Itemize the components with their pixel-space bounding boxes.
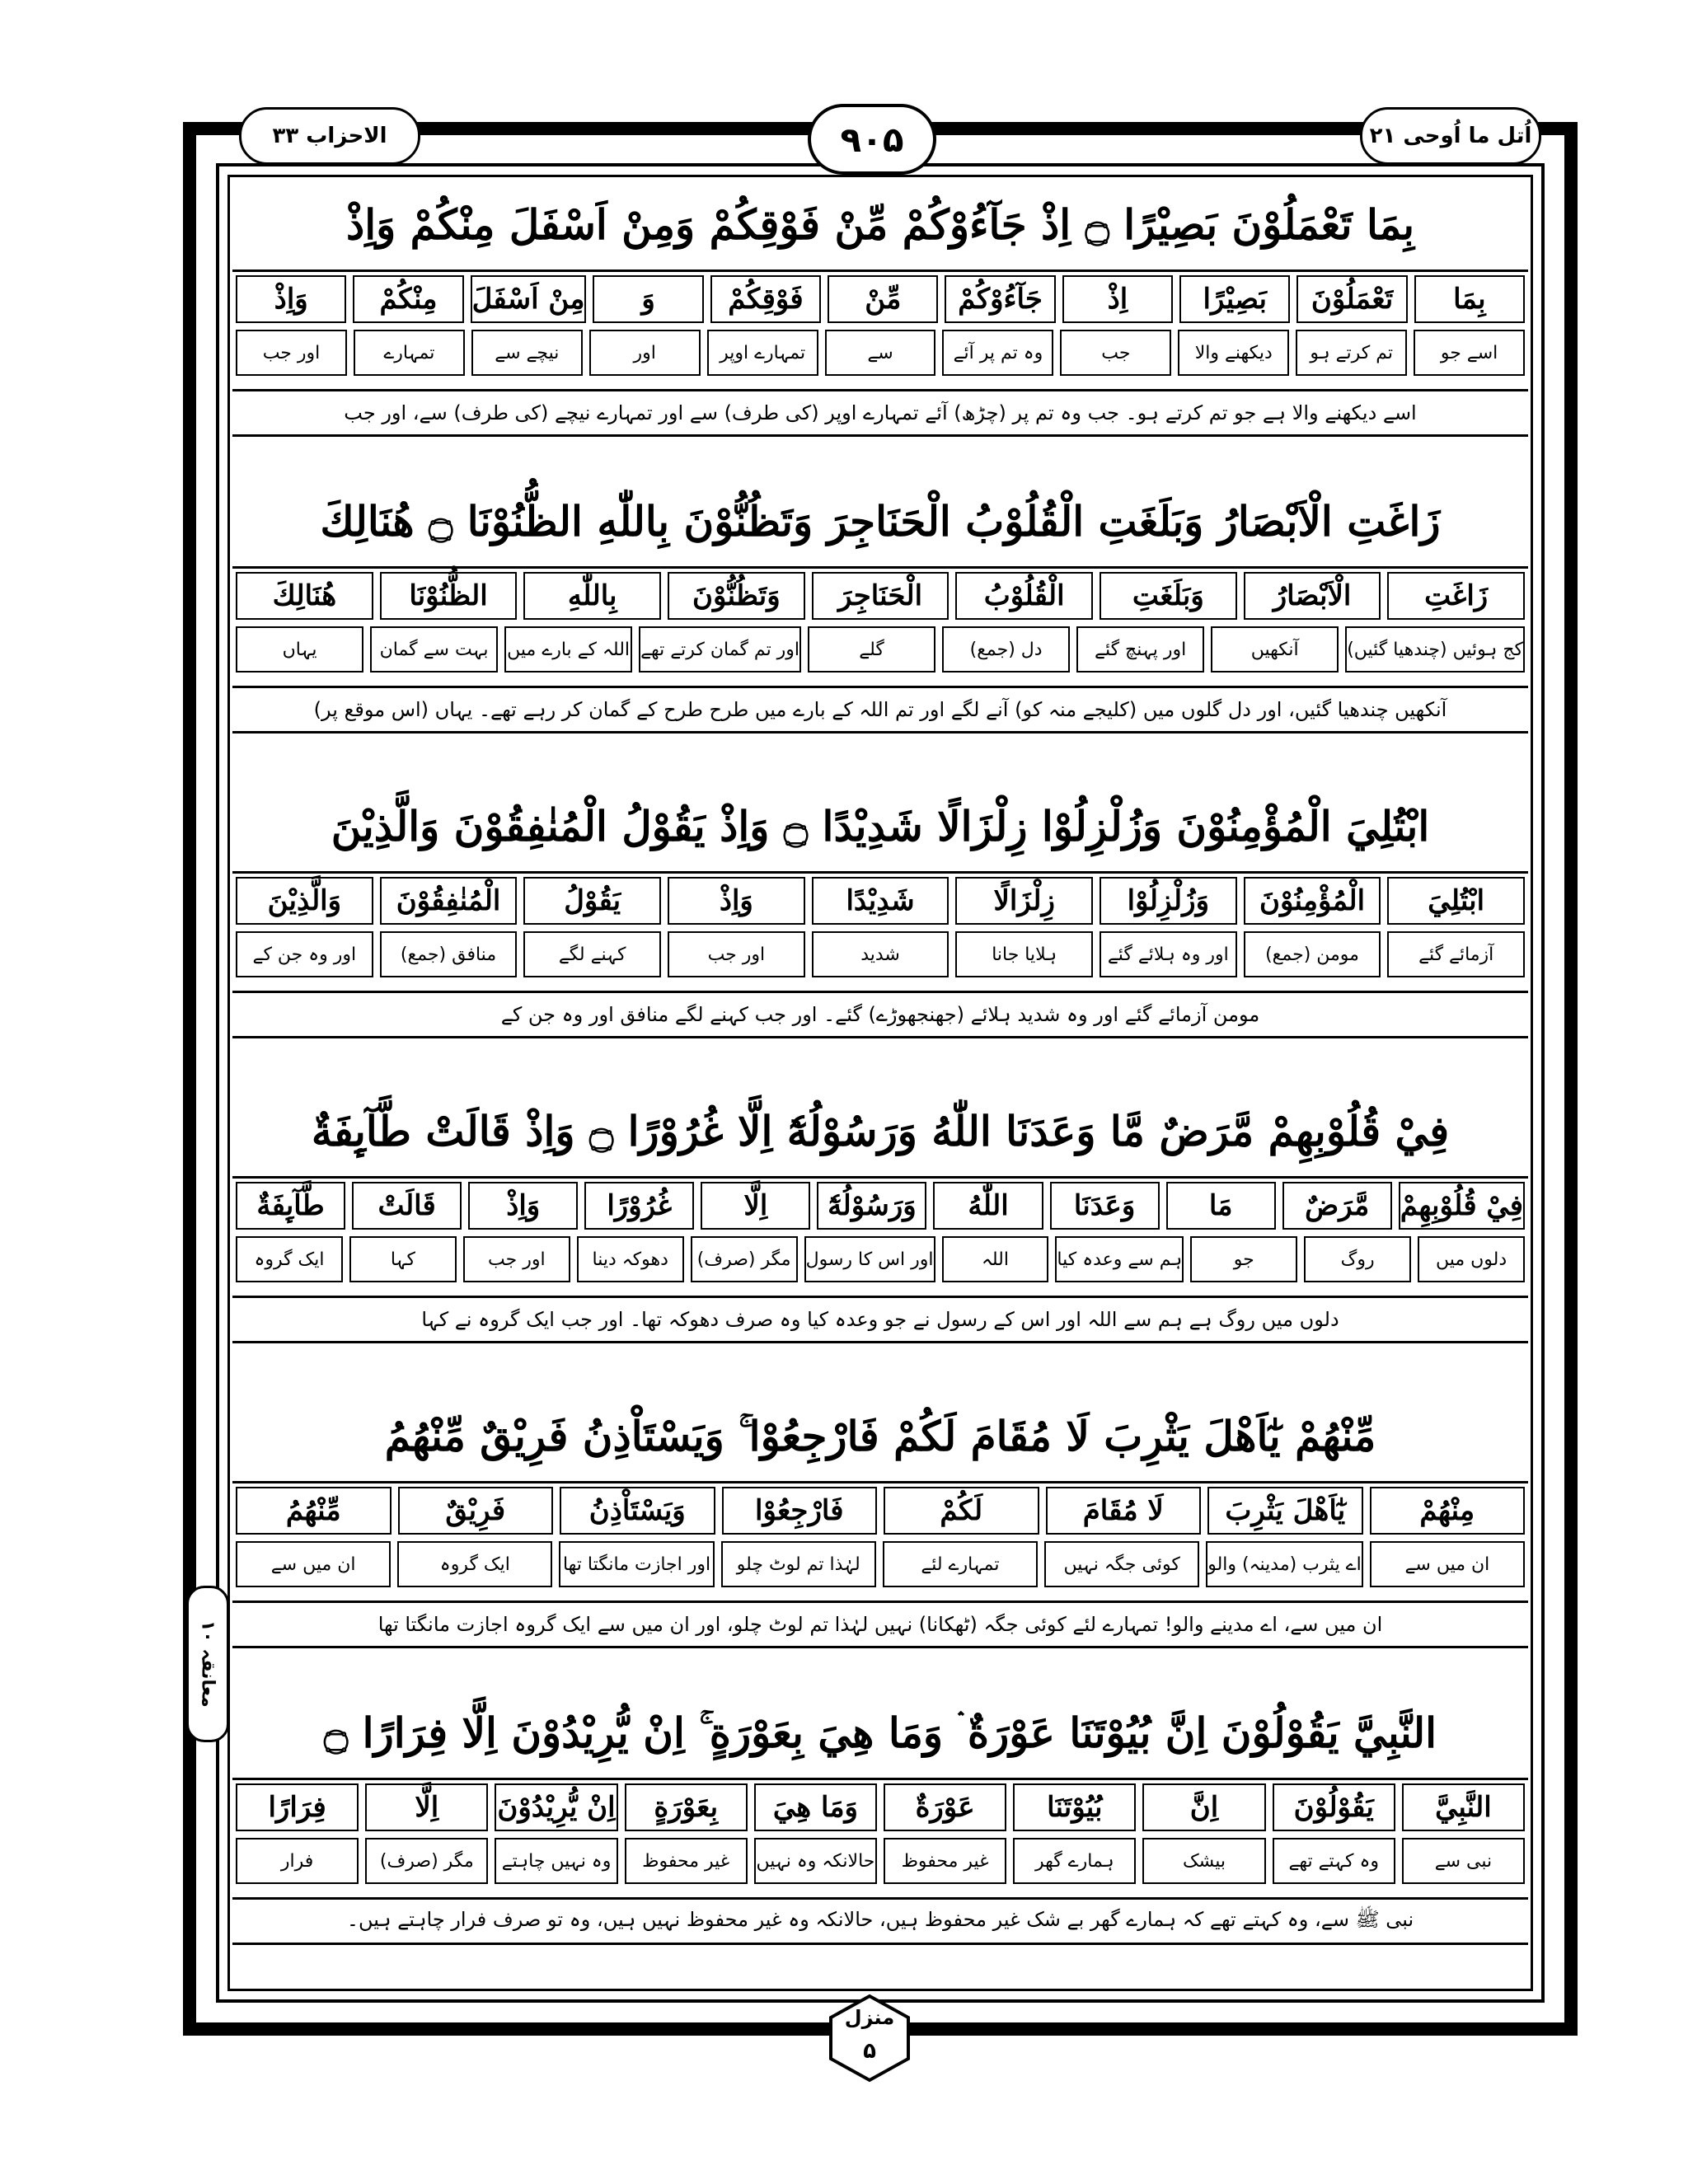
arabic-word-cell: النَّبِيَّ — [1402, 1783, 1525, 1831]
urdu-word-cell: غیر محفوظ — [884, 1838, 1006, 1884]
arabic-word-cell: يَقُوْلُ — [523, 877, 661, 925]
arabic-word-cell: بِعَوْرَةٍ — [625, 1783, 748, 1831]
arabic-word-cell: وَ — [593, 275, 703, 323]
urdu-word-cell: اور اجازت مانگتا تھا — [559, 1541, 714, 1587]
urdu-word-cell: دیکھنے والا — [1178, 330, 1289, 376]
manzil-marker — [824, 1993, 915, 2083]
urdu-word-cell: وہ تم پر آئے — [942, 330, 1053, 376]
word-grid-arabic — [232, 569, 1528, 623]
manzil-label: منزل — [844, 2006, 895, 2029]
urdu-word-cell: اور — [589, 330, 701, 376]
arabic-word-cell: تَعْمَلُوْنَ — [1296, 275, 1407, 323]
arabic-word-cell: ابْتُلِيَ — [1387, 877, 1525, 925]
urdu-word-cell: نیچے سے — [471, 330, 583, 376]
arabic-word-cell: اِذْ — [1062, 275, 1173, 323]
arabic-word-cell: لَا مُقَامَ — [1046, 1487, 1202, 1535]
arabic-verse-line: بِمَا تَعْمَلُوْنَ بَصِيْرًا ۝ اِذْ جَآءُوْكُمْ مِّنْ فَوْقِكُمْ وَمِنْ اَسْفَلَ مِنْكُمْ وَاِذْ — [232, 180, 1528, 272]
arabic-word-cell: اِنَّ — [1142, 1783, 1265, 1831]
arabic-word-cell: فَوْقِكُمْ — [710, 275, 821, 323]
word-grid-urdu — [232, 623, 1528, 676]
urdu-word-cell: بیشک — [1142, 1838, 1265, 1884]
arabic-word-cell: جَآءُوْكُمْ — [945, 275, 1055, 323]
arabic-word-cell: بِاللّٰهِ — [523, 572, 661, 620]
juz-label: اُتل ما اُوحی ۲۱ — [1360, 107, 1541, 165]
word-grid-urdu — [232, 928, 1528, 981]
urdu-word-cell: تمہارے لئے — [883, 1541, 1038, 1587]
urdu-word-cell: اسے جو — [1414, 330, 1525, 376]
urdu-word-cell: یہاں — [236, 626, 363, 673]
arabic-word-cell: عَوْرَةٌ — [884, 1783, 1006, 1831]
arabic-word-cell: وَتَظُنُّوْنَ — [668, 572, 805, 620]
arabic-word-cell: وَبَلَغَتِ — [1100, 572, 1237, 620]
arabic-word-cell: مَا — [1166, 1182, 1276, 1230]
urdu-word-cell: ان میں سے — [236, 1541, 391, 1587]
urdu-word-cell: اور تم گمان کرتے تھے — [639, 626, 801, 673]
arabic-word-cell: وَمَا هِيَ — [754, 1783, 877, 1831]
urdu-word-cell: ہمارے گھر — [1013, 1838, 1136, 1884]
urdu-word-cell: آنکھیں — [1211, 626, 1339, 673]
arabic-word-cell: الْاَبْصَارُ — [1244, 572, 1381, 620]
urdu-word-cell: کوئی جگہ نہیں — [1044, 1541, 1199, 1587]
urdu-word-cell: اور اس کا رسول — [804, 1236, 935, 1282]
arabic-word-cell: بَصِيْرًا — [1179, 275, 1290, 323]
word-grid-urdu — [232, 1835, 1528, 1887]
urdu-word-cell: مگر (صرف) — [691, 1236, 798, 1282]
arabic-word-cell: زَاغَتِ — [1387, 572, 1525, 620]
urdu-word-cell: دلوں میں — [1418, 1236, 1525, 1282]
urdu-word-cell: اور جب — [463, 1236, 570, 1282]
arabic-word-cell: الْمُؤْمِنُوْنَ — [1244, 877, 1381, 925]
word-grid-urdu — [232, 1538, 1528, 1591]
arabic-verse-line: فِيْ قُلُوْبِهِمْ مَّرَضٌ مَّا وَعَدَنَا اللّٰهُ وَرَسُوْلُهٗٓ اِلَّا غُرُوْرًا ۝ وَاِذْ قَالَتْ طَّآىِٕفَةٌ — [232, 1086, 1528, 1179]
arabic-word-cell: وَاِذْ — [468, 1182, 578, 1230]
page-number: ۹۰۵ — [808, 104, 936, 175]
arabic-word-cell: هُنَالِكَ — [236, 572, 373, 620]
urdu-word-cell: اور جب — [668, 931, 805, 977]
arabic-word-cell: مِنْكُمْ — [353, 275, 463, 323]
urdu-word-cell: نبی سے — [1402, 1838, 1525, 1884]
arabic-word-cell: وَاِذْ — [668, 877, 805, 925]
word-grid-arabic — [232, 1483, 1528, 1538]
urdu-translation-line: نبی ﷺ سے، وہ کہتے تھے کہ ہمارے گھر بے شک غیر محفوظ ہیں، حالانکہ وہ غیر محفوظ نہیں ہیں، وہ تو صرف فرار چاہتے ہیں۔ — [232, 1897, 1528, 1945]
arabic-word-cell: طَّآىِٕفَةٌ — [236, 1182, 345, 1230]
side-badge: معانقہ ۱۰ — [186, 1586, 229, 1742]
arabic-word-cell: الْقُلُوْبُ — [955, 572, 1093, 620]
arabic-word-cell: مِّنْ — [828, 275, 938, 323]
urdu-word-cell: غیر محفوظ — [625, 1838, 748, 1884]
urdu-word-cell: اللہ کے بارے میں — [504, 626, 632, 673]
arabic-word-cell: زِلْزَالًا — [955, 877, 1093, 925]
urdu-word-cell: ایک گروہ — [397, 1541, 552, 1587]
urdu-word-cell: حالانکہ وہ نہیں — [754, 1838, 877, 1884]
arabic-word-cell: فِيْ قُلُوْبِهِمْ — [1399, 1182, 1525, 1230]
surah-label: الاحزاب ۳۳ — [239, 107, 420, 165]
arabic-word-cell: فَرِيْقٌ — [398, 1487, 554, 1535]
urdu-word-cell: اور جب — [236, 330, 347, 376]
urdu-word-cell: اللہ — [942, 1236, 1049, 1282]
word-grid-urdu — [232, 1233, 1528, 1286]
urdu-word-cell: منافق (جمع) — [380, 931, 518, 977]
urdu-word-cell: اے یثرب (مدینہ) والو — [1206, 1541, 1363, 1587]
arabic-word-cell: اِنْ يُّرِيْدُوْنَ — [495, 1783, 617, 1831]
urdu-translation-line: ان میں سے، اے مدینے والو! تمہارے لئے کوئی جگہ (ٹھکانا) نہیں لہٰذا تم لوٹ چلو، اور ان میں سے ایک گروہ اجازت مانگتا تھا — [232, 1601, 1528, 1648]
urdu-word-cell: روگ — [1304, 1236, 1411, 1282]
urdu-word-cell: جب — [1060, 330, 1171, 376]
arabic-word-cell: الظُّنُوْنَا — [380, 572, 518, 620]
word-grid-arabic — [232, 272, 1528, 326]
urdu-word-cell: ہلایا جانا — [955, 931, 1093, 977]
urdu-word-cell: لہٰذا تم لوٹ چلو — [721, 1541, 876, 1587]
arabic-word-cell: وَعَدَنَا — [1050, 1182, 1160, 1230]
arabic-word-cell: لَكُمْ — [884, 1487, 1039, 1535]
urdu-word-cell: گلے — [808, 626, 935, 673]
urdu-word-cell: مومن (جمع) — [1244, 931, 1381, 977]
arabic-word-cell: الْحَنَاجِرَ — [812, 572, 950, 620]
urdu-word-cell: کہا — [349, 1236, 457, 1282]
arabic-word-cell: مِنْهُمْ — [1370, 1487, 1526, 1535]
arabic-word-cell: غُرُوْرًا — [584, 1182, 694, 1230]
urdu-word-cell: تم کرتے ہو — [1296, 330, 1407, 376]
urdu-word-cell: وہ کہتے تھے — [1273, 1838, 1395, 1884]
urdu-word-cell: وہ نہیں چاہتے — [495, 1838, 617, 1884]
urdu-word-cell: تمہارے — [354, 330, 465, 376]
urdu-translation-line: آنکھیں چندھیا گئیں، اور دل گلوں میں (کلیجے منہ کو) آنے لگے اور تم اللہ کے بارے میں طرح طرح کے گمان کر رہے تھے۔ یہاں (اس موقع پر) — [232, 686, 1528, 733]
arabic-word-cell: اِلَّا — [365, 1783, 488, 1831]
arabic-word-cell: وَاِذْ — [236, 275, 346, 323]
arabic-word-cell: فَارْجِعُوْا — [722, 1487, 878, 1535]
urdu-word-cell: دل (جمع) — [942, 626, 1070, 673]
arabic-word-cell: يٰٓاَهْلَ يَثْرِبَ — [1207, 1487, 1363, 1535]
urdu-word-cell: کج ہوئیں (چندھیا گئیں) — [1345, 626, 1525, 673]
arabic-verse-line: مِّنْهُمْ يٰٓاَهْلَ يَثْرِبَ لَا مُقَامَ لَكُمْ فَارْجِعُوْا ۚ وَيَسْتَاْذِنُ فَرِيْقٌ مِّنْهُمُ — [232, 1391, 1528, 1483]
urdu-word-cell: دھوکہ دینا — [577, 1236, 684, 1282]
urdu-word-cell: مگر (صرف) — [365, 1838, 488, 1884]
arabic-word-cell: وَيَسْتَاْذِنُ — [560, 1487, 715, 1535]
urdu-word-cell: اور وہ ہلائے گئے — [1100, 931, 1237, 977]
urdu-word-cell: اور وہ جن کے — [236, 931, 373, 977]
arabic-word-cell: قَالَتْ — [352, 1182, 462, 1230]
arabic-word-cell: وَرَسُوْلُهٗٓ — [817, 1182, 926, 1230]
urdu-word-cell: کہنے لگے — [523, 931, 661, 977]
urdu-word-cell: اور پہنچ گئے — [1076, 626, 1204, 673]
urdu-translation-line: اسے دیکھنے والا ہے جو تم کرتے ہو۔ جب وہ تم پر (چڑھ) آئے تمہارے اوپر (کی طرف) سے اور تمہارے نیچے (کی طرف) سے، اور جب — [232, 389, 1528, 437]
arabic-word-cell: مَّرَضٌ — [1282, 1182, 1392, 1230]
arabic-verse-line: النَّبِيَّ يَقُوْلُوْنَ اِنَّ بُيُوْتَنَا عَوْرَةٌ ۛ وَمَا هِيَ بِعَوْرَةٍ ۚ اِنْ يُّرِيْدُوْنَ اِلَّا فِرَارًا ۝ — [232, 1688, 1528, 1780]
arabic-verse-line: زَاغَتِ الْاَبْصَارُ وَبَلَغَتِ الْقُلُوْبُ الْحَنَاجِرَ وَتَظُنُّوْنَ بِاللّٰهِ الظُّنُوْنَا ۝ هُنَالِكَ — [232, 476, 1528, 569]
urdu-word-cell: تمہارے اوپر — [707, 330, 818, 376]
urdu-word-cell: فرار — [236, 1838, 359, 1884]
manzil-number: ۵ — [863, 2039, 876, 2064]
arabic-word-cell: يَقُوْلُوْنَ — [1273, 1783, 1395, 1831]
word-grid-arabic — [232, 874, 1528, 928]
arabic-word-cell: مِّنْهُمُ — [236, 1487, 392, 1535]
urdu-word-cell: آزمائے گئے — [1387, 931, 1525, 977]
arabic-word-cell: الْمُنٰفِقُوْنَ — [380, 877, 518, 925]
arabic-word-cell: اِلَّا — [701, 1182, 810, 1230]
arabic-word-cell: مِنْ اَسْفَلَ — [471, 275, 587, 323]
urdu-word-cell: ہم سے وعدہ کیا — [1055, 1236, 1184, 1282]
arabic-word-cell: وَالَّذِيْنَ — [236, 877, 373, 925]
arabic-verse-line: ابْتُلِيَ الْمُؤْمِنُوْنَ وَزُلْزِلُوْا زِلْزَالًا شَدِيْدًا ۝ وَاِذْ يَقُوْلُ الْمُنٰفِقُوْنَ وَالَّذِيْنَ — [232, 781, 1528, 874]
urdu-translation-line: مومن آزمائے گئے اور وہ شدید ہلائے (جھنجھوڑے) گئے۔ اور جب کہنے لگے منافق اور وہ جن کے — [232, 991, 1528, 1038]
arabic-word-cell: فِرَارًا — [236, 1783, 359, 1831]
urdu-word-cell: بہت سے گمان — [370, 626, 498, 673]
word-grid-urdu — [232, 326, 1528, 379]
arabic-word-cell: بُيُوْتَنَا — [1013, 1783, 1136, 1831]
urdu-word-cell: سے — [825, 330, 936, 376]
arabic-word-cell: وَزُلْزِلُوْا — [1100, 877, 1237, 925]
urdu-translation-line: دلوں میں روگ ہے ہم سے اللہ اور اس کے رسول نے جو وعدہ کیا وہ صرف دھوکہ تھا۔ اور جب ایک گروہ نے کہا — [232, 1296, 1528, 1343]
urdu-word-cell: شدید — [812, 931, 950, 977]
arabic-word-cell: شَدِيْدًا — [812, 877, 950, 925]
arabic-word-cell: بِمَا — [1414, 275, 1525, 323]
urdu-word-cell: ان میں سے — [1370, 1541, 1525, 1587]
page-body — [232, 180, 1528, 1986]
word-grid-arabic — [232, 1780, 1528, 1835]
word-grid-arabic — [232, 1179, 1528, 1233]
urdu-word-cell: ایک گروہ — [236, 1236, 343, 1282]
arabic-word-cell: اللّٰهُ — [933, 1182, 1043, 1230]
urdu-word-cell: جو — [1190, 1236, 1297, 1282]
